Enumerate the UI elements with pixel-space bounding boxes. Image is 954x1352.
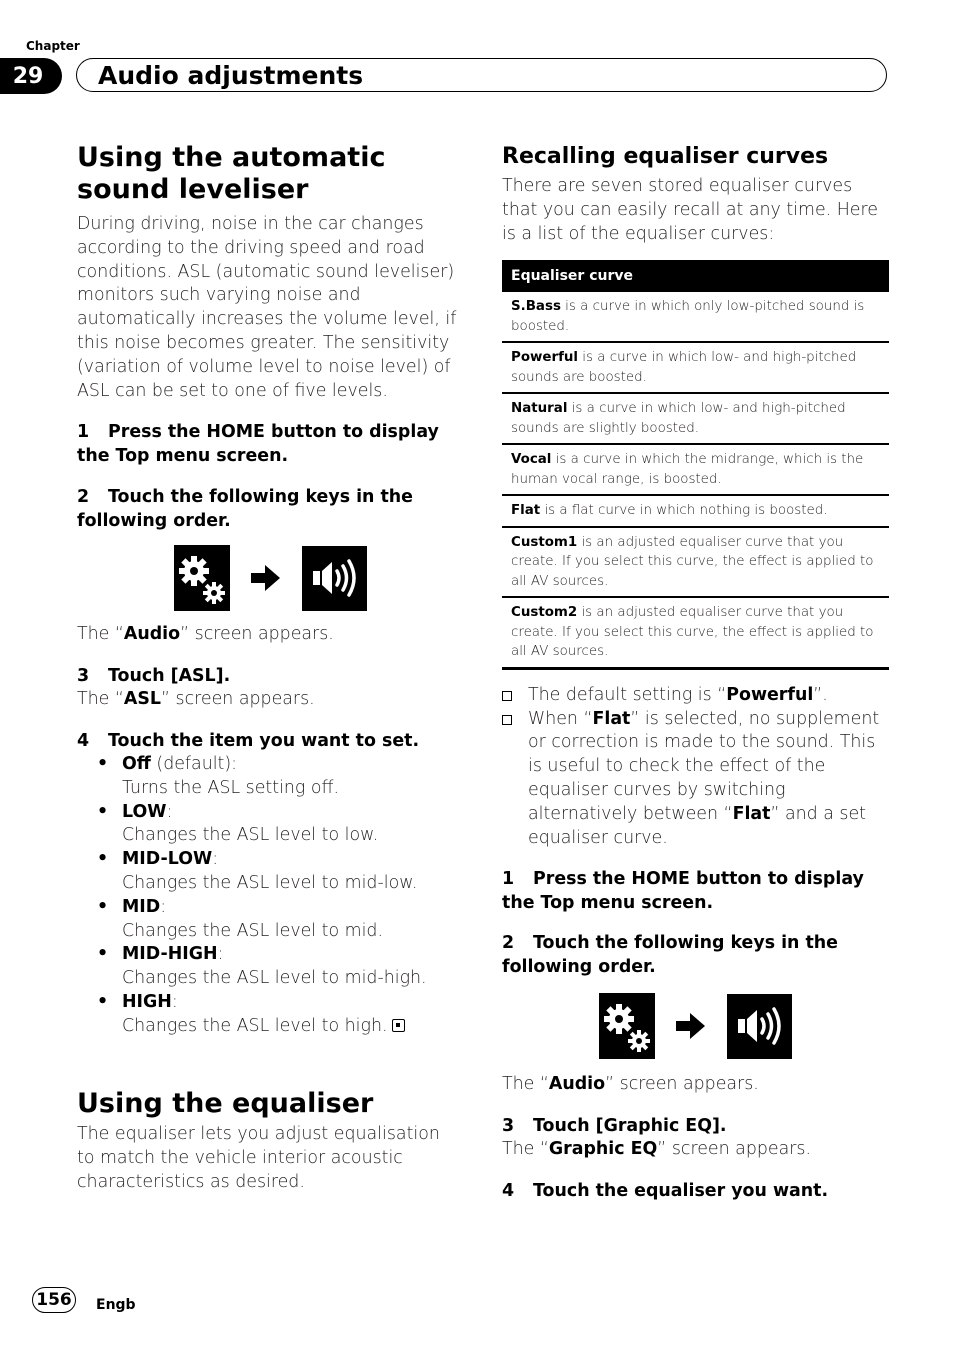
curve-description: is a flat curve in which nothing is boosted.: [540, 503, 828, 519]
curve-cell-natural: [502, 393, 889, 444]
curve-name: S.Bass: [511, 299, 561, 315]
chapter-number-badge: 29: [0, 58, 62, 94]
equaliser-section: [77, 1088, 462, 1194]
option-suffix: :: [212, 849, 219, 870]
bullet: •: [97, 849, 109, 870]
table-row: [502, 597, 889, 668]
curve-cell-sbass: [502, 292, 889, 342]
step-text: Press the HOME button to display the Top menu screen.: [502, 869, 864, 914]
curve-name: Custom1: [511, 534, 578, 550]
bullet: •: [97, 801, 109, 822]
equaliser-curve-table: [502, 260, 889, 670]
curve-name: Custom2: [511, 605, 578, 621]
option-description: Turns the ASL setting off.: [122, 777, 340, 798]
text-prefix: When “: [528, 708, 593, 729]
option-high: [77, 991, 462, 1039]
table-header: Equaliser curve: [502, 260, 889, 292]
curve-name: Vocal: [511, 452, 552, 468]
step-number: 4: [502, 1181, 515, 1202]
chapter-title: Audio adjustments: [98, 61, 364, 90]
table-row: [502, 495, 889, 527]
curve-cell-powerful: [502, 342, 889, 393]
text-suffix: ”.: [813, 684, 828, 705]
option-name: MID-HIGH: [122, 944, 218, 965]
table-row: [502, 342, 889, 393]
speaker-volume-icon[interactable]: [302, 546, 367, 611]
asl-step-2: [77, 485, 462, 533]
curve-name: Powerful: [511, 350, 579, 366]
step-text: Touch the item you want to set.: [108, 730, 420, 751]
page-number: 156: [32, 1287, 76, 1313]
asl-step-1: [77, 420, 462, 468]
table-row: [502, 444, 889, 495]
step-number: 2: [502, 933, 515, 954]
step-text: Touch the following keys in the following order.: [77, 487, 413, 532]
step-number: 1: [502, 869, 515, 890]
emphasis: Flat: [732, 803, 771, 824]
screen-name: ASL: [123, 689, 161, 710]
option-suffix: (default):: [150, 753, 238, 774]
screen-name: Graphic EQ: [548, 1139, 658, 1160]
bullet: •: [97, 944, 109, 965]
asl-audio-screen-note: [77, 623, 462, 647]
end-of-section-icon: [392, 1019, 405, 1032]
language-code: Engb: [96, 1297, 136, 1313]
eq-step-4: [502, 1179, 892, 1203]
option-mid: [77, 896, 462, 944]
screen-name: Audio: [123, 624, 181, 645]
eq-graphic-screen-note: [502, 1138, 892, 1162]
text-prefix: The “: [502, 1074, 549, 1095]
eq-step-2: [502, 931, 887, 979]
recall-eq-intro: There are seven stored equaliser curves that you can easily recall at any time. Here is a list of the equaliser curves:: [502, 176, 878, 244]
eq-step-1: [502, 867, 887, 915]
arrow-right-icon: [655, 1012, 727, 1040]
step-number: 1: [77, 422, 90, 443]
note-checkbox-icon: [502, 691, 512, 701]
settings-gear-icon[interactable]: [174, 545, 230, 611]
bullet: •: [97, 753, 109, 774]
screen-name: Audio: [548, 1074, 606, 1095]
curve-description: is a curve in which low- and high-pitched sounds are boosted.: [511, 350, 857, 385]
speaker-volume-icon[interactable]: [727, 994, 792, 1059]
table-row: [502, 292, 889, 342]
option-description: Changes the ASL level to high.: [122, 1015, 388, 1036]
option-description: Changes the ASL level to mid.: [122, 920, 383, 941]
step-number: 3: [77, 666, 90, 687]
curve-description: is an adjusted equaliser curve that you create. If you select this curve, the effect is applied to all AV sources.: [511, 605, 874, 660]
curve-description: is a curve in which the midrange, which is the human vocal range, is boosted.: [511, 452, 864, 487]
text-middle: ” is selected, no supplement or correction is made to the sound. This is useful to check the effect of the equaliser curves by switching alternatively between “: [528, 708, 880, 824]
curve-description: is a curve in which low- and high-pitched sounds are slightly boosted.: [511, 401, 846, 436]
text-suffix: ” screen appears.: [160, 689, 315, 710]
curve-cell-flat: [502, 495, 889, 527]
bullet: •: [97, 991, 109, 1012]
equaliser-notes: [502, 684, 887, 851]
asl-step-4: [77, 729, 462, 753]
text-suffix: ” screen appears.: [180, 624, 334, 645]
emphasis: Flat: [592, 708, 631, 729]
asl-level-options: [77, 753, 462, 1039]
curve-cell-custom2: [502, 597, 889, 668]
table-row: [502, 527, 889, 598]
asl-intro: During driving, noise in the car changes according to the driving speed and road conditions. ASL (automatic sound leveliser) monitors such varying noise and automatically increases the volume level, if this noise becomes greater. The sensitivity (variation of volume level to noise level) of ASL can be set to one of five levels.: [77, 214, 457, 401]
curve-description: is an adjusted equaliser curve that you create. If you select this curve, the effect is applied to all AV sources.: [511, 534, 874, 589]
eq-audio-screen-note: [502, 1073, 892, 1097]
option-description: Changes the ASL level to mid-high.: [122, 968, 427, 989]
step-number: 2: [77, 487, 90, 508]
equaliser-heading: Using the equaliser: [77, 1088, 374, 1119]
option-name: MID: [122, 896, 161, 917]
emphasis: Powerful: [726, 684, 814, 705]
curve-description: is a curve in which only low-pitched sound is boosted.: [511, 299, 865, 334]
option-name: Off: [122, 753, 151, 774]
option-mid-low: [77, 848, 462, 896]
option-name: HIGH: [122, 991, 172, 1012]
note-default-setting: [502, 684, 887, 708]
step-text: Touch the equaliser you want.: [533, 1181, 829, 1202]
left-column: [77, 142, 462, 1039]
asl-heading: Using the automatic sound leveliser: [77, 142, 386, 205]
bullet: •: [97, 896, 109, 917]
asl-step-3: [77, 664, 462, 688]
note-checkbox-icon: [502, 715, 512, 725]
table-row: [502, 393, 889, 444]
step-number: 4: [77, 730, 90, 751]
curve-name: Natural: [511, 401, 568, 417]
option-suffix: :: [166, 801, 173, 822]
asl-screen-note: [77, 688, 462, 712]
chapter-label: Chapter: [26, 39, 80, 53]
option-name: MID-LOW: [122, 849, 213, 870]
curve-cell-custom1: [502, 527, 889, 598]
text-suffix: ” screen appears.: [657, 1139, 812, 1160]
eq-key-sequence: [502, 993, 892, 1059]
curve-name: Flat: [511, 503, 541, 519]
equaliser-intro: The equaliser lets you adjust equalisation to match the vehicle interior acoustic characteristics as desired.: [77, 1124, 440, 1192]
settings-gear-icon[interactable]: [599, 993, 655, 1059]
step-text: Touch the following keys in the following order.: [502, 933, 838, 978]
text-suffix: ” screen appears.: [605, 1074, 759, 1095]
text-prefix: The “: [77, 689, 124, 710]
option-description: Changes the ASL level to mid-low.: [122, 872, 418, 893]
eq-step-3: [502, 1114, 892, 1138]
option-suffix: :: [171, 991, 178, 1012]
text-prefix: The “: [502, 1139, 549, 1160]
option-suffix: :: [217, 944, 224, 965]
option-off: [77, 753, 462, 801]
option-description: Changes the ASL level to low.: [122, 825, 379, 846]
step-number: 3: [502, 1116, 515, 1137]
step-text: Touch [Graphic EQ].: [533, 1116, 727, 1137]
asl-key-sequence: [77, 545, 462, 611]
text-prefix: The “: [77, 624, 124, 645]
text-prefix: The default setting is “: [528, 684, 727, 705]
option-mid-high: [77, 943, 462, 991]
step-text: Press the HOME button to display the Top menu screen.: [77, 422, 439, 467]
recall-eq-heading: Recalling equaliser curves: [502, 144, 829, 169]
right-column: [502, 143, 892, 1203]
arrow-right-icon: [230, 564, 302, 592]
option-low: [77, 801, 462, 849]
option-suffix: :: [160, 896, 167, 917]
curve-cell-vocal: [502, 444, 889, 495]
step-text: Touch [ASL].: [108, 666, 231, 687]
note-flat-setting: [502, 708, 887, 851]
text-suffix: ” and a set equaliser curve.: [528, 803, 866, 848]
table-header-row: [502, 260, 889, 292]
option-name: LOW: [122, 801, 167, 822]
